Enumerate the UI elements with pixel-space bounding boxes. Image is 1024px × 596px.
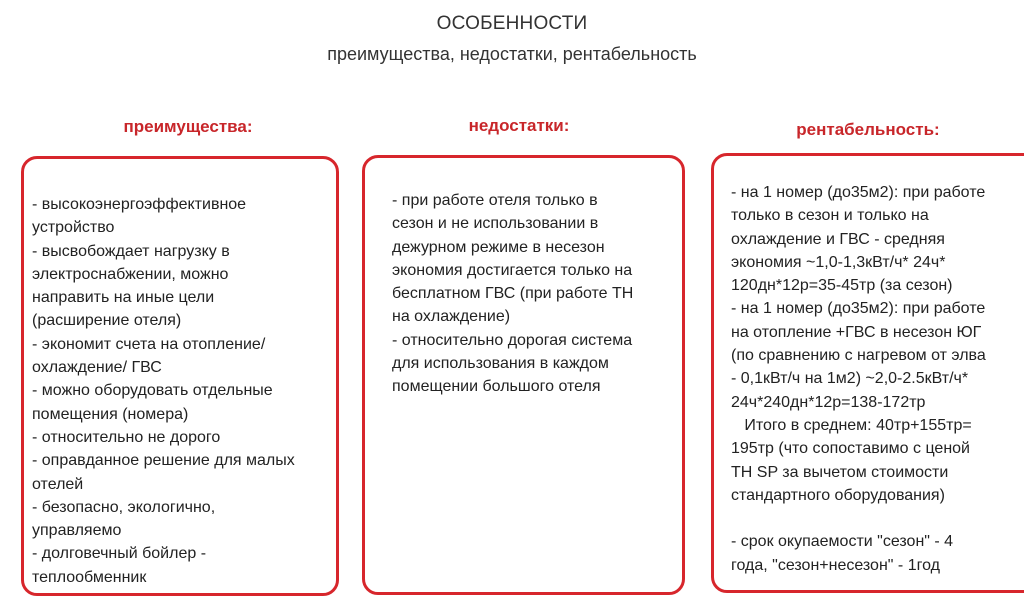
list-item: - на 1 номер (до35м2): при работе [731,184,986,201]
list-item: (по сравнению с нагревом от элва [731,347,986,365]
list-item: - высокоэнергоэффективное [32,196,247,213]
disadvantages-box [362,155,685,595]
list-item: теплообменник [32,568,147,586]
list-item: - на 1 номер (до35м2): при работе [731,300,986,318]
list-item: только в сезон и только на [731,207,929,225]
list-item: для использования в каждом [392,355,609,373]
list-item: - долговечный бойлер - [32,545,207,563]
list-item: помещении большого отеля [392,378,601,396]
list-item: дежурном режиме в несезон [392,238,605,256]
advantages-box [21,156,339,596]
list-item: - оправданное решение для малых [32,452,295,470]
list-item: охлаждение/ ГВС [32,359,162,377]
list-item: направить на иные цели [32,289,215,307]
advantages-heading: преимущества: [123,117,253,136]
list-item: электроснабжении, можно [32,265,229,283]
profitability-list [731,181,986,577]
list-item: - при работе отеля только в [392,192,598,209]
list-item [731,507,986,530]
list-item: устройство [32,219,115,237]
list-item: отелей [32,475,84,493]
list-item: 24ч*240дн*12р=138-172тр [731,393,926,411]
list-item: стандартного оборудования) [731,486,945,504]
list-item: - экономит счета на отопление/ [32,335,266,353]
list-item: охлаждение и ГВС - средняя [731,230,945,248]
list-item: 120дн*12р=35-45тр (за сезон) [731,277,953,295]
list-item: - относительно дорогая система [392,331,633,349]
list-item: Итого в среднем: 40тр+155тр= [731,416,972,434]
list-item: - безопасно, экологично, [32,498,216,516]
list-item: сезон и не использовании в [392,215,599,233]
list-item: - можно оборудовать отдельные [32,382,273,400]
list-item: помещения (номера) [32,405,189,423]
profitability-box [711,153,1024,593]
page-subtitle: преимущества, недостатки, рентабельность [327,44,697,64]
profitability-heading: рентабельность: [796,120,940,139]
list-item: управляемо [32,522,122,540]
list-item: бесплатном ГВС (при работе ТН [392,285,634,303]
list-item: года, "сезон+несезон" - 1год [731,556,940,574]
list-item: на охлаждение) [392,308,511,326]
list-item: - 0,1кВт/ч на 1м2) ~2,0-2.5кВт/ч* [731,370,969,388]
list-item: (расширение отеля) [32,312,182,330]
disadvantages-list [392,189,633,399]
list-item: - относительно не дорого [32,428,221,446]
list-item: экономия достигается только на [392,261,633,279]
list-item: на отопление +ГВС в несезон ЮГ [731,323,982,341]
advantages-list [32,193,295,589]
page-title: ОСОБЕННОСТИ [436,13,588,34]
list-item: экономия ~1,0-1,3кВт/ч* 24ч* [731,253,946,271]
list-item: - срок окупаемости "сезон" - 4 [731,533,954,551]
disadvantages-heading: недостатки: [468,116,570,135]
list-item: 195тр (что сопоставимо с ценой [731,440,970,458]
list-item: - высвобождает нагрузку в [32,242,230,260]
list-item: ТН SP за вычетом стоимости [731,463,949,481]
